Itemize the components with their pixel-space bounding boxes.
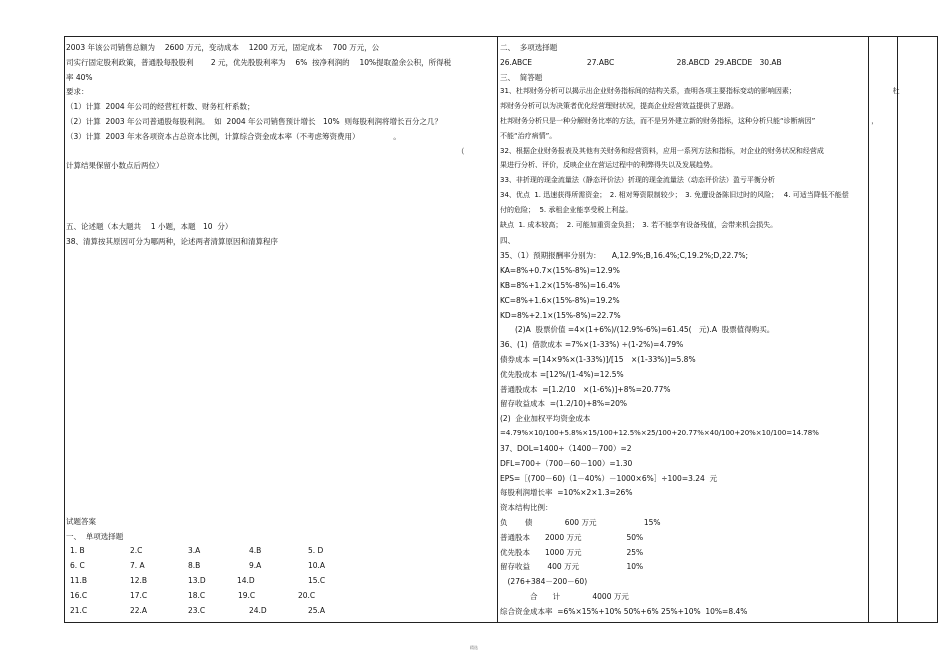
right-line: EPS=［(700－60)（1－40%）－1000×6%］÷100=3.24 元	[500, 474, 718, 483]
right-line: KB=8%+1.2×(15%-8%)=16.4%	[500, 281, 620, 290]
answer-cell: 13.D	[188, 576, 206, 585]
answer-title: 试题答案	[66, 517, 96, 526]
problem-line: （1）计算 2004 年公司的经营杠杆数、财务杠杆系数；	[66, 102, 255, 111]
right-line: 三、 简答题	[500, 73, 543, 82]
answer-cell: 12.B	[130, 576, 148, 585]
right-line: 不能“治疗病情”。	[500, 132, 557, 140]
right-line: 负 债 600 万元 15%	[500, 518, 661, 527]
problem-line: 要求：	[66, 87, 89, 96]
answer-cell: 14.D	[237, 576, 255, 585]
problem-line: （2）计算 2003 年公司普通股每股利润。 如 2004 年公司销售预计增长 10% 则每股利润将增长百分之几？	[66, 117, 442, 126]
answer-cell: 5. D	[308, 546, 324, 555]
right-line: 资本结构比例：	[500, 503, 553, 512]
right-line: 每股利润增长率 =10%×2×1.3=26%	[500, 488, 633, 497]
right-line: =4.79%×10/100+5.8%×15/100+12.5%×25/100+20.77%×40/100+20%×10/100=14.78%	[500, 429, 819, 437]
answer-cell: 20.C	[298, 591, 316, 600]
right-line: 优先股本 1000 万元 25%	[500, 548, 644, 557]
right-line: 留存收益成本 =(1.2/10)+8%=20%	[500, 399, 628, 408]
answer-cell: 21.C	[70, 606, 88, 615]
problem-line: （	[457, 147, 465, 156]
essay-question: 38、清算按其原因可分为哪两种，论述两者清算原因和清算程序	[66, 237, 279, 246]
right-line: 37、DOL=1400÷（1400－700）=2	[500, 444, 632, 453]
right-line: KD=8%+2.1×(15%-8%)=22.7%	[500, 311, 621, 320]
answer-cell: 16.C	[70, 591, 88, 600]
problem-line: 率 40%	[66, 73, 93, 82]
answer-cell: 17.C	[130, 591, 148, 600]
column-divider	[497, 36, 498, 622]
right-line: 34、优点 1. 迅速获得所需资金； 2. 相对筹资限制较少； 3. 免遭设备陈旧过时的风险； 4. 可适当降低不能偿	[500, 191, 849, 199]
right-line: 合 计 4000 万元	[500, 592, 629, 601]
right-line: 邦财务分析可以为决策者优化经营理财状况，提高企业经营效益提供了思路。	[500, 102, 738, 110]
answer-cell: 3.A	[188, 546, 201, 555]
right-line: KC=8%+1.6×(15%-8%)=19.2%	[500, 296, 620, 305]
right-line: 债券成本 =[14×9%×(1-33%)]/[15 ×(1-33%)]=5.8%	[500, 355, 696, 364]
right-line: 留存收益 400 万元 10%	[500, 562, 644, 571]
section-heading: 五、论述题（本大题共 1 小题，本题 10 分）	[66, 222, 233, 231]
right-line: 付的危险； 5. 承租企业能享受税上利益。	[500, 206, 633, 214]
answer-cell: 4.B	[249, 546, 262, 555]
right-line: (2)A 股票价值 =4×(1+6%)/(12.9%-6%)=61.45( 元).A 股票值得购买。	[500, 325, 775, 334]
answer-cell: 15.C	[308, 576, 326, 585]
problem-line: 2003 年该公司销售总额为 2600 万元，变动成本 1200 万元，固定成本 700 万元，公	[66, 43, 380, 52]
right-line: 优先股成本 =[12%/(1-4%)=12.5%	[500, 370, 624, 379]
right-line: 普通股成本 =[1.2/10 ×(1-6%)]+8%=20.77%	[500, 385, 671, 394]
right-line: KA=8%+0.7×(15%-8%)=12.9%	[500, 266, 620, 275]
problem-line: 司实行固定股利政策，普通股每股股利 2 元，优先股股利率为 6% 按净利润的 10%提取盈余公积，所得税	[66, 58, 452, 67]
right-line: 综合资金成本率 =6%×15%+10% 50%+6% 25%+10% 10%=8.4%	[500, 607, 748, 616]
answer-cell: 19.C	[238, 591, 256, 600]
right-line: 果进行分析、评价，反映企业在营运过程中的利弊得失以及发展趋势。	[500, 161, 717, 169]
right-line: 二、 多项选择题	[500, 43, 558, 52]
problem-line: 计算结果保留小数点后两位）	[66, 161, 164, 170]
right-line: (276+384－200－60)	[500, 577, 588, 586]
answer-cell: 24.D	[249, 606, 267, 615]
answer-cell: 7. A	[130, 561, 145, 570]
right-line: 普通股本 2000 万元 50%	[500, 533, 644, 542]
answer-subtitle: 一、 单项选择题	[66, 532, 124, 541]
answer-cell: 22.A	[130, 606, 148, 615]
right-line: 32、根据企业财务报表及其他有关财务和经营资料，应用一系列方法和指标，对企业的财务状况和经营成	[500, 147, 824, 155]
answer-cell: 2.C	[130, 546, 143, 555]
right-line: 36、(1) 借款成本 =7%×(1-33%) ÷(1-2%)=4.79%	[500, 340, 684, 349]
right-line: 33、非折现的现金流量法（静态评价法）折现的现金流量法（动态评价法）盈亏平衡分析	[500, 176, 775, 184]
right-line: 四、	[500, 236, 515, 245]
page-label: 精选	[470, 645, 478, 650]
right-line: DFL=700÷（700－60－100）=1.30	[500, 459, 633, 468]
answer-cell: 8.B	[188, 561, 201, 570]
right-line: 杜邦财务分析只是一种分解财务比率的方法，而不是另外建立新的财务指标，这种分析只能“诊断病因” ，	[500, 117, 879, 125]
right-line: 31、杜邦财务分析可以揭示出企业财务指标间的结构关系，查明各项主要指标变动的影响因素； 杜	[500, 87, 900, 95]
right-line: (2) 企业加权平均资金成本	[500, 414, 591, 423]
answer-cell: 1. B	[70, 546, 85, 555]
answer-cell: 10.A	[308, 561, 326, 570]
right-line: 26.ABCE 27.ABC 28.ABCD 29.ABCDE 30.AB	[500, 58, 782, 67]
right-line: 35、（1）预期报酬率分别为： A,12.9%;B,16.4%;C,19.2%;D,22.7%;	[500, 251, 749, 260]
answer-cell: 9.A	[249, 561, 262, 570]
right-line: 缺点 1. 成本较高； 2. 可能加重资金负担； 3. 若不能享有设备残值，会带来机会损失。	[500, 221, 778, 229]
answer-cell: 23.C	[188, 606, 206, 615]
answer-cell: 11.B	[70, 576, 88, 585]
answer-cell: 6. C	[70, 561, 85, 570]
answer-cell: 25.A	[308, 606, 326, 615]
answer-cell: 18.C	[188, 591, 206, 600]
problem-line: （3）计算 2003 年末各项资本占总资本比例，计算综合资金成本率（不考虑筹资费用） 。	[66, 132, 401, 141]
right-margin-line-2	[897, 36, 898, 622]
